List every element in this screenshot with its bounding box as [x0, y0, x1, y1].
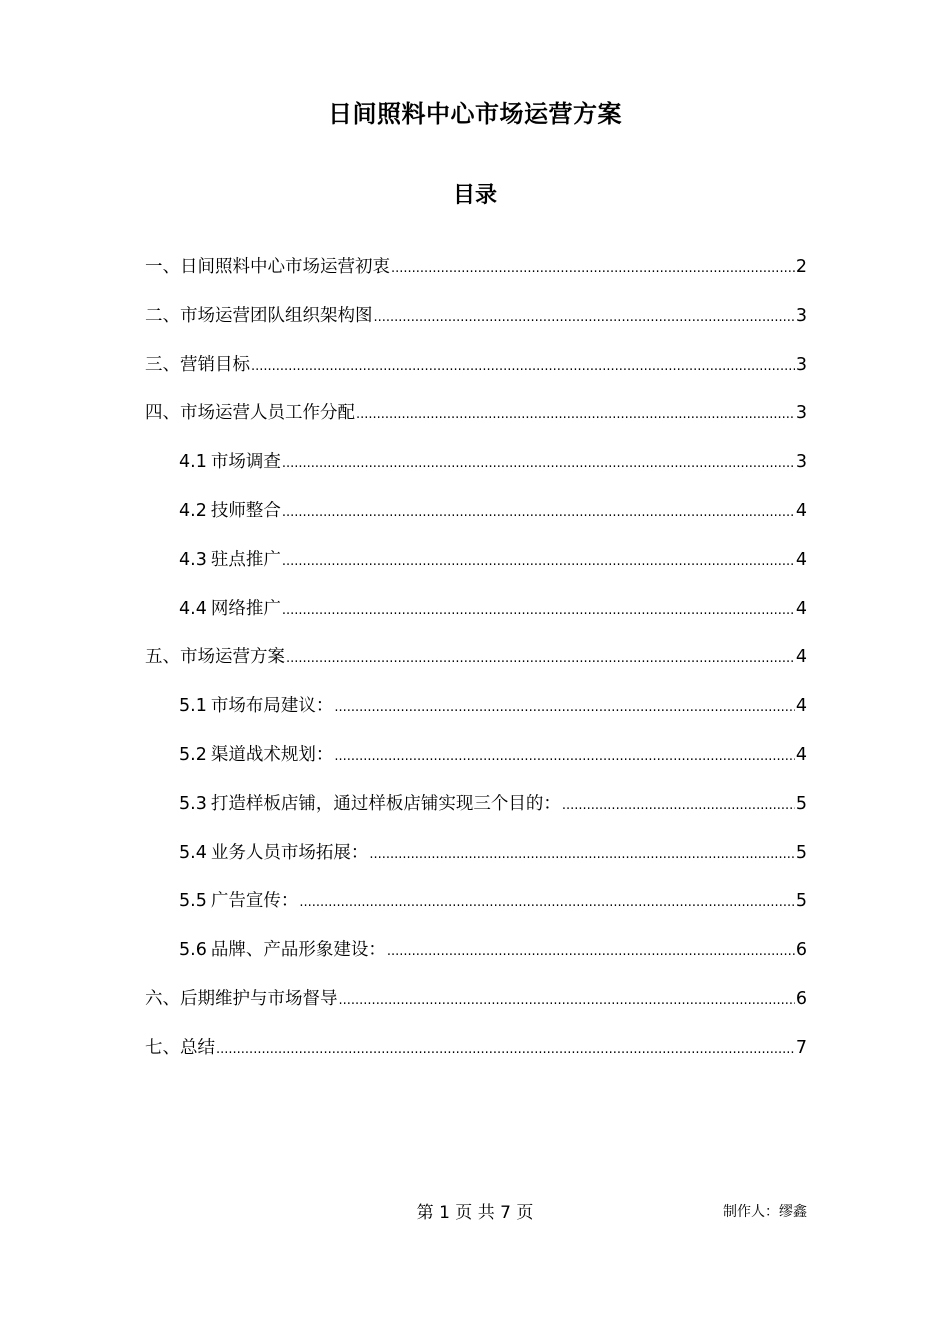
- toc-entry-number: 5.4: [179, 842, 207, 863]
- toc-entry-number: 一、: [145, 257, 180, 277]
- toc-entry-label: 日间照料中心市场运营初衷: [180, 257, 390, 277]
- toc-entry-number: 七、: [145, 1037, 180, 1058]
- toc-entry-page: 6: [795, 940, 807, 961]
- toc-entry-number: 4.2: [179, 500, 207, 521]
- toc-leader-dots: [334, 741, 795, 771]
- toc-entry-label: 市场运营团队组织架构图: [180, 305, 373, 326]
- toc-entry-number: 5.5: [179, 891, 207, 912]
- toc-leader-dots: [216, 1034, 795, 1064]
- toc-entry-page: 7: [795, 1037, 807, 1058]
- toc-entry-label: 渠道战术规划：: [210, 744, 334, 765]
- toc-entry-number: 4.3: [179, 549, 207, 570]
- toc-leader-dots: [387, 936, 795, 966]
- toc-entry-5-5[interactable]: [145, 887, 807, 936]
- toc-entry-page: 4: [795, 744, 807, 765]
- toc-entry-page: 5: [795, 793, 807, 814]
- toc-entry-number: 5.2: [179, 744, 207, 765]
- toc-entry-number: 六、: [145, 988, 180, 1009]
- toc-leader-dots: [334, 692, 795, 722]
- toc-leader-dots: [562, 790, 795, 820]
- toc-entry-5-1[interactable]: [145, 692, 807, 741]
- toc-entry-4-1[interactable]: [145, 448, 807, 497]
- toc-leader-dots: [374, 302, 795, 332]
- toc-entry-page: 2: [795, 257, 807, 277]
- toc-entry-5-2[interactable]: [145, 741, 807, 790]
- toc-leader-dots: [299, 887, 795, 917]
- toc-entry-number: 5.6: [179, 940, 207, 961]
- toc-entry-label: 打造样板店铺，通过样板店铺实现三个目的：: [210, 793, 561, 814]
- toc-entry-5-4[interactable]: [145, 839, 807, 888]
- toc-entry-2[interactable]: [145, 302, 807, 351]
- toc-entry-label: 业务人员市场拓展：: [210, 842, 369, 863]
- toc-entry-page: 4: [795, 598, 807, 619]
- toc-entry-4-3[interactable]: [145, 546, 807, 595]
- table-of-contents: [145, 253, 807, 1083]
- footer-author: 制作人：缪鑫: [723, 1204, 807, 1220]
- toc-leader-dots: [339, 985, 795, 1015]
- toc-entry-6[interactable]: [145, 985, 807, 1034]
- toc-entry-label: 营销目标: [180, 354, 250, 375]
- toc-entry-number: 5.3: [179, 793, 207, 814]
- toc-entry-5-3[interactable]: [145, 790, 807, 839]
- toc-entry-4-2[interactable]: [145, 497, 807, 546]
- toc-entry-4[interactable]: [145, 399, 807, 448]
- toc-leader-dots: [282, 595, 795, 625]
- toc-entry-label: 后期维护与市场督导: [180, 988, 338, 1009]
- toc-entry-5-6[interactable]: [145, 936, 807, 985]
- toc-entry-number: 二、: [145, 305, 180, 326]
- toc-entry-page: 3: [795, 305, 807, 326]
- toc-entry-number: 4.4: [179, 598, 207, 619]
- toc-entry-label: 市场运营方案: [180, 647, 285, 668]
- toc-entry-number: 4.1: [179, 452, 207, 473]
- toc-entry-label: 市场运营人员工作分配: [180, 403, 355, 424]
- toc-entry-label: 市场调查: [210, 452, 281, 473]
- toc-leader-dots: [282, 497, 795, 527]
- toc-entry-page: 5: [795, 842, 807, 863]
- toc-entry-number: 四、: [145, 403, 180, 424]
- toc-leader-dots: [356, 399, 795, 429]
- toc-entry-page: 3: [795, 403, 807, 424]
- toc-entry-7[interactable]: [145, 1034, 807, 1083]
- toc-entry-label: 总结: [180, 1037, 215, 1058]
- toc-entry-page: 3: [795, 354, 807, 375]
- toc-entry-1[interactable]: [145, 253, 807, 302]
- footer-page-info: 第 1 页 共 7 页: [416, 1203, 534, 1223]
- document-title: 日间照料中心市场运营方案: [328, 100, 622, 128]
- toc-entry-page: 6: [795, 988, 807, 1009]
- toc-entry-3[interactable]: [145, 351, 807, 400]
- toc-leader-dots: [369, 839, 795, 869]
- toc-entry-label: 技师整合: [210, 500, 281, 521]
- toc-entry-number: 五、: [145, 647, 180, 668]
- toc-leader-dots: [251, 351, 795, 381]
- toc-entry-label: 网络推广: [210, 598, 281, 619]
- toc-heading: 目录: [452, 183, 497, 208]
- toc-leader-dots: [391, 253, 795, 283]
- toc-entry-page: 4: [795, 696, 807, 717]
- toc-entry-label: 广告宣传：: [210, 891, 299, 912]
- toc-entry-number: 5.1: [179, 696, 207, 717]
- toc-entry-5[interactable]: [145, 643, 807, 692]
- toc-leader-dots: [282, 448, 795, 478]
- toc-entry-4-4[interactable]: [145, 595, 807, 644]
- toc-entry-label: 市场布局建议：: [210, 696, 334, 717]
- toc-entry-page: 5: [795, 891, 807, 912]
- toc-entry-page: 4: [795, 647, 807, 668]
- toc-leader-dots: [282, 546, 795, 576]
- toc-entry-label: 品牌、产品形象建设：: [210, 940, 386, 961]
- toc-entry-page: 4: [795, 500, 807, 521]
- toc-leader-dots: [286, 643, 795, 673]
- toc-entry-label: 驻点推广: [210, 549, 281, 570]
- toc-entry-page: 4: [795, 549, 807, 570]
- toc-entry-page: 3: [795, 452, 807, 473]
- toc-entry-number: 三、: [145, 354, 180, 375]
